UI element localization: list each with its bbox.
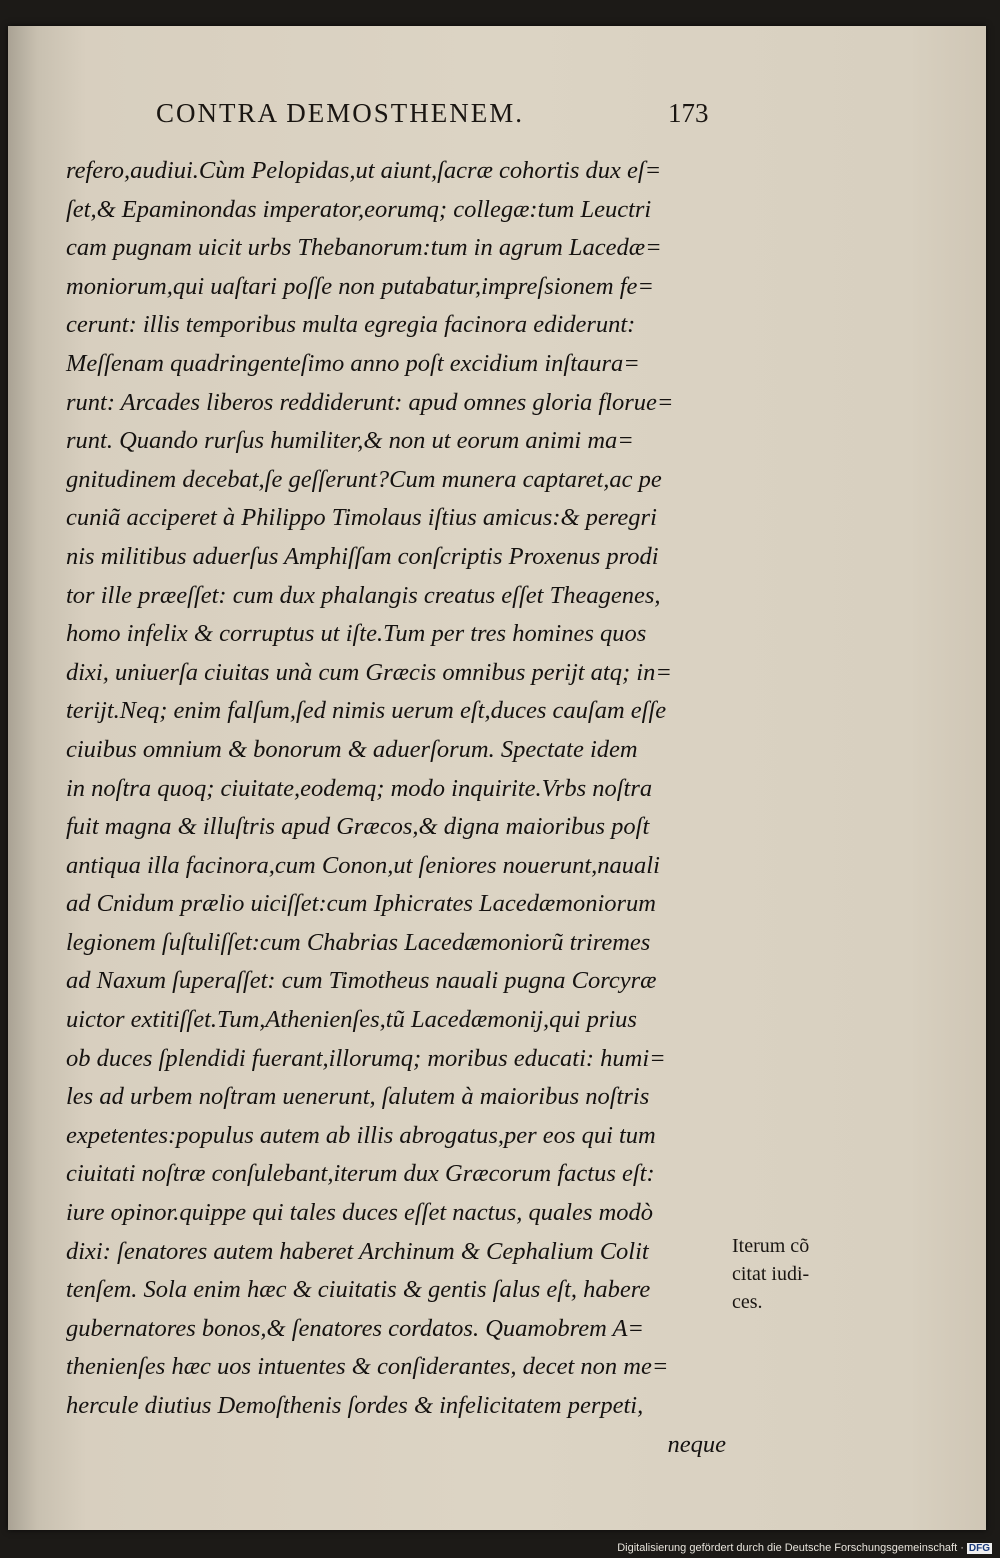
catchword: neque [667, 1430, 726, 1458]
text-line: uictor extitiſſet.Tum,Athenienſes,tũ Lacedæmonij,qui prius [66, 1006, 637, 1034]
marginal-note-line: ces. [732, 1291, 763, 1313]
digitization-credit [617, 1542, 992, 1554]
text-line: fuit magna & illuſtris apud Græcos,& digna maioribus poſt [66, 813, 650, 841]
text-line: runt: Arcades liberos reddiderunt: apud omnes gloria florue= [66, 388, 674, 416]
text-line: gubernatores bonos,& ſenatores cordatos. Quamobrem A= [66, 1314, 644, 1342]
dfg-logo: DFG [968, 1543, 990, 1554]
text-line: ciuibus omnium & bonorum & aduerſorum. Spectate idem [66, 735, 638, 763]
book-page [8, 26, 986, 1530]
text-line: thenienſes hæc uos intuentes & conſiderantes, decet non me= [66, 1353, 669, 1381]
text-line: ob duces ſplendidi fuerant,illorumq; moribus educati: humi= [66, 1044, 666, 1072]
text-line: ſet,& Epaminondas imperator,eorumq; collegæ:tum Leuctri [66, 195, 652, 223]
text-line: legionem ſuſtuliſſet:cum Chabrias Lacedæmoniorũ triremes [66, 928, 651, 956]
marginal-note [732, 1232, 832, 1316]
running-head: CONTRA DEMOSTHENEM. [156, 98, 525, 128]
marginal-note-line: citat iudi- [732, 1263, 810, 1285]
text-line: tor ille præeſſet: cum dux phalangis creatus eſſet Theagenes, [66, 581, 661, 609]
text-line: les ad urbem noſtram uenerunt, ſalutem à maioribus noſtris [66, 1083, 650, 1111]
text-line: runt. Quando rurſus humiliter,& non ut eorum animi ma= [66, 427, 634, 455]
text-line: ad Cnidum prælio uiciſſet:cum Iphicrates Lacedæmoniorum [66, 890, 656, 918]
text-line: gnitudinem decebat,ſe geſſerunt?Cum munera captaret,ac pe [66, 465, 662, 493]
text-line: homo infelix & corruptus ut iſte.Tum per tres homines quos [66, 620, 647, 648]
text-line: ciuitati noſtræ conſulebant,iterum dux Græcorum factus eſt: [66, 1160, 655, 1188]
text-line: ad Naxum ſuperaſſet: cum Timotheus nauali pugna Corcyræ [66, 967, 657, 995]
text-line: iure opinor.quippe qui tales duces eſſet nactus, quales modò [66, 1199, 654, 1227]
text-line: antiqua illa facinora,cum Conon,ut ſeniores nouerunt,nauali [66, 851, 660, 879]
text-line: refero,audiui.Cùm Pelopidas,ut aiunt,ſacræ cohortis dux eſ= [66, 157, 662, 184]
text-line: moniorum,qui uaſtari poſſe non putabatur,impreſsionem fe= [66, 272, 654, 300]
text-line: hercule diutius Demoſthenis ſordes & infelicitatem perpeti, [66, 1392, 644, 1419]
text-line: expetentes:populus autem ab illis abrogatus,per eos qui tum [66, 1121, 656, 1149]
text-line: dixi, uniuerſa ciuitas unà cum Græcis omnibus perijt atq; in= [66, 658, 672, 686]
text-line: nis militibus aduerſus Amphiſſam conſcriptis Proxenus prodi [66, 542, 659, 570]
text-line: cam pugnam uicit urbs Thebanorum:tum in agrum Lacedæ= [66, 234, 662, 262]
text-line: terijt.Neq; enim falſum,ſed nimis uerum eſt,duces cauſam eſſe [66, 697, 667, 725]
text-line: cuniã acciperet à Philippo Timolaus iſtius amicus:& peregri [66, 504, 657, 532]
text-line: cerunt: illis temporibus multa egregia facinora ediderunt: [66, 311, 636, 339]
text-line: dixi: ſenatores autem haberet Archinum & Cephalium Colit [66, 1237, 649, 1265]
text-line: Meſſenam quadringenteſimo anno poſt excidium inſtaura= [66, 349, 640, 377]
credit-text: Digitalisierung gefördert durch die Deutsche Forschungsgemeinschaft · [617, 1542, 964, 1554]
main-text-block [66, 152, 726, 1464]
page-number: 173 [668, 98, 709, 128]
text-line: in noſtra quoq; ciuitate,eodemq; modo inquirite.Vrbs noſtra [66, 774, 653, 802]
text-line: tenſem. Sola enim hæc & ciuitatis & gentis ſalus eſt, habere [66, 1276, 651, 1304]
marginal-note-line: Iterum cõ [732, 1235, 810, 1257]
